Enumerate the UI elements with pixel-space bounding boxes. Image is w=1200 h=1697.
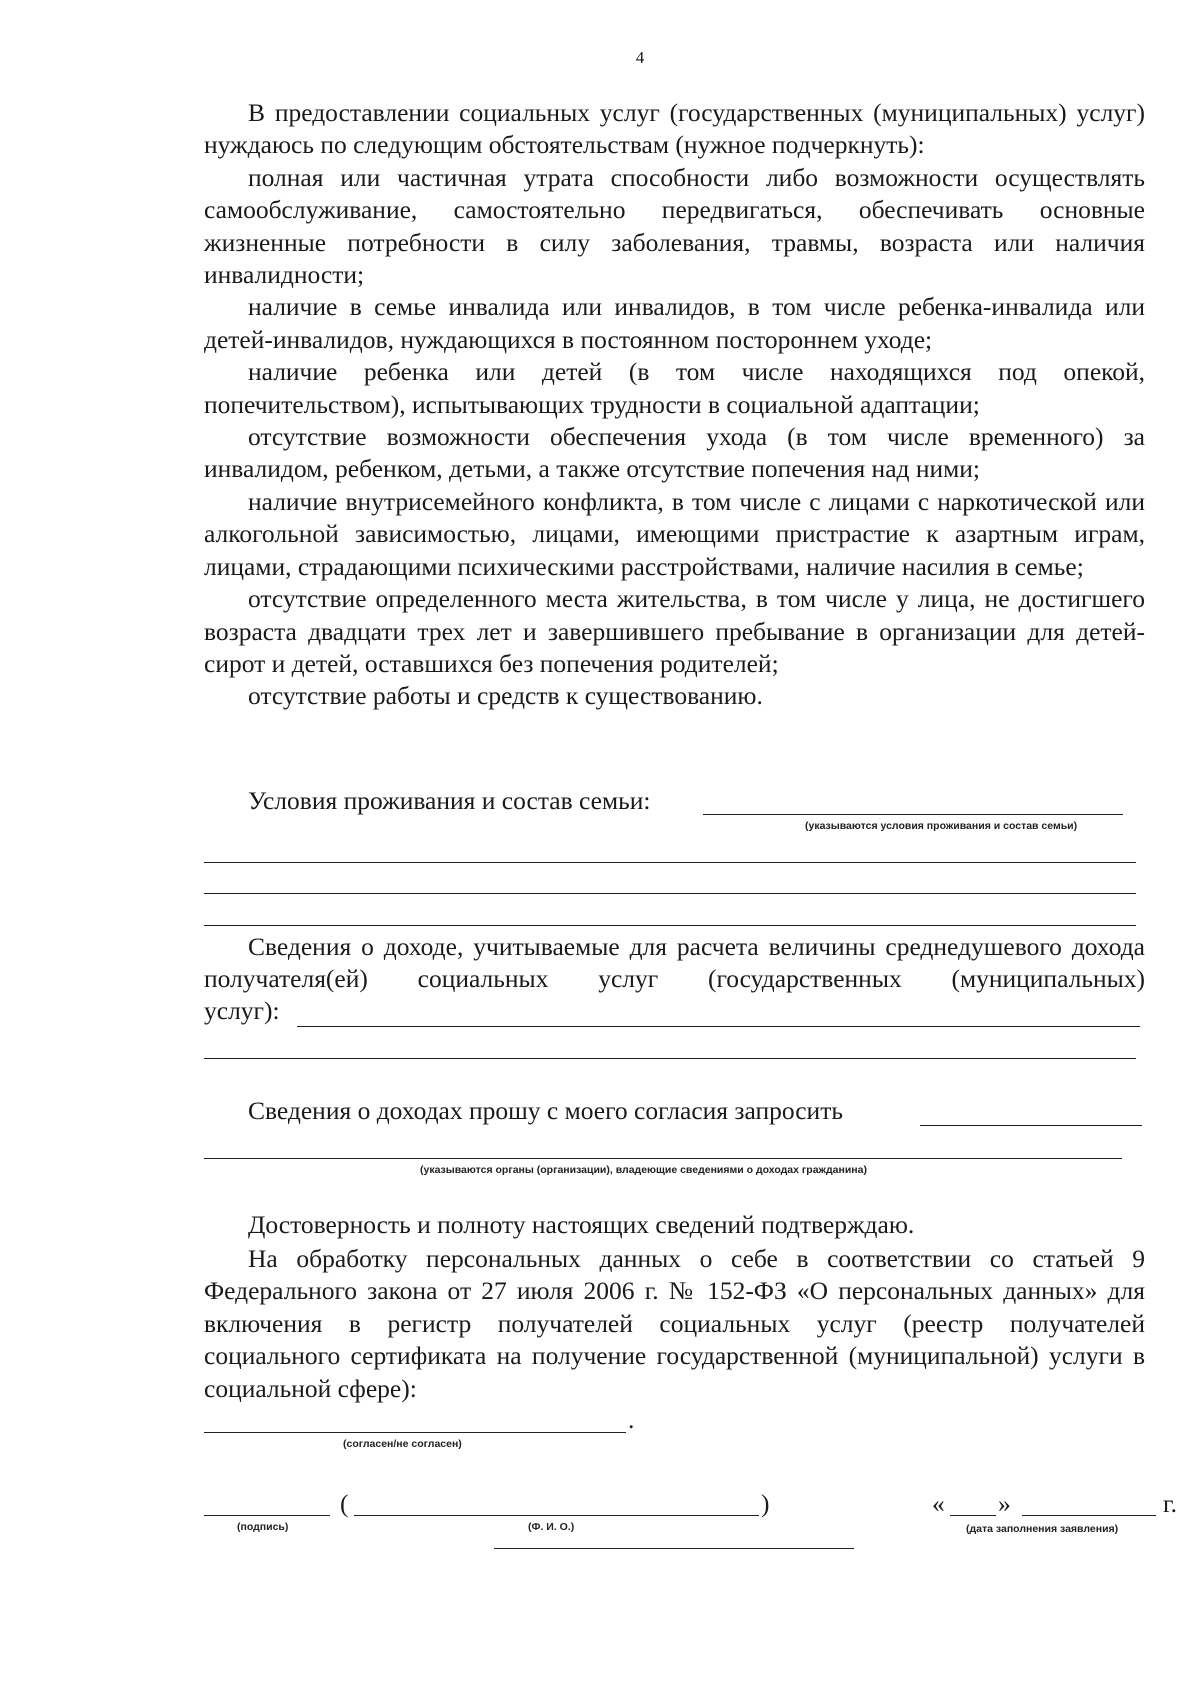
date-caption: (дата заполнения заявления)	[966, 1523, 1119, 1535]
income-section	[204, 931, 1145, 996]
living-conditions-line[interactable]	[204, 893, 1136, 894]
living-conditions-label: Условия проживания и состав семьи:	[248, 786, 651, 815]
separator-line	[494, 1548, 854, 1549]
circumstances-section	[204, 97, 1145, 713]
circumstance-item: отсутствие работы и средств к существованию.	[248, 681, 763, 711]
circumstance-item: полная или частичная утрата способности либо возможности осуществлять самообслуживание, самостоятельно передвигаться, обеспечивать основные жизненные потребности в силу заболевания, травмы, возраста или наличия инвалидности;	[204, 162, 1145, 290]
page-number: 4	[635, 48, 645, 67]
date-month-year-field[interactable]	[1022, 1515, 1156, 1516]
year-suffix: г.	[1163, 1489, 1177, 1518]
request-caption: (указываются органы (организации), владеющие сведениями о доходах гражданина)	[420, 1164, 867, 1176]
signature-field[interactable]	[204, 1515, 330, 1516]
request-field[interactable]	[920, 1125, 1142, 1126]
signature-caption: (подпись)	[237, 1521, 289, 1533]
circumstance-item: наличие ребенка или детей (в том числе находящихся под опекой, попечительством), испытывающих трудности в социальной адаптации;	[204, 357, 1145, 419]
confirm-statement: Достоверность и полноту настоящих сведений подтверждаю.	[248, 1210, 915, 1239]
consent-field[interactable]	[204, 1432, 626, 1433]
date-quote-open: «	[932, 1489, 945, 1518]
request-label: Сведения о доходах прошу с моего согласия запросить	[248, 1096, 843, 1125]
circumstance-item: отсутствие возможности обеспечения ухода (в том числе временного) за инвалидом, ребенком, детьми, а также отсутствие попечения над ними;	[204, 422, 1145, 484]
living-conditions-line[interactable]	[204, 925, 1136, 926]
circumstance-item: наличие внутрисемейного конфликта, в том числе с лицами с наркотической или алкогольной зависимостью, лицами, имеющими пристрастие к азартным играм, лицами, страдающими психическими расстройствами, наличие насилия в семье;	[204, 486, 1145, 581]
income-line[interactable]	[204, 1058, 1136, 1059]
circumstance-item: наличие в семье инвалида или инвалидов, в том числе ребенка-инвалида или детей-инвалидов, нуждающихся в постоянном постороннем уходе;	[204, 292, 1145, 354]
fio-caption: (Ф. И. О.)	[528, 1521, 575, 1533]
income-text: Сведения о доходе, учитываемые для расчета величины среднедушевого дохода получателя(ей) социальных услуг (государственных (муниципальных)	[204, 932, 1145, 994]
fio-open-paren: (	[340, 1489, 349, 1518]
fio-close-paren: )	[761, 1489, 770, 1518]
date-quote-close: »	[998, 1489, 1011, 1518]
circumstances-intro: В предоставлении социальных услуг (государственных (муниципальных) услуг) нуждаюсь по следующим обстоятельствам (нужное подчеркнуть):	[204, 98, 1145, 160]
living-conditions-caption: (указываются условия проживания и состав семьи)	[805, 820, 1078, 832]
circumstance-item: отсутствие определенного места жительства, в том числе у лица, не достигшего возраста двадцати трех лет и завершившего пребывание в организации для детей-сирот и детей, оставшихся без попечения родителей;	[204, 584, 1145, 678]
consent-dot: .	[628, 1405, 635, 1434]
income-field[interactable]	[297, 1026, 1140, 1027]
consent-text: На обработку персональных данных о себе в соответствии со статьей 9 Федерального закона от 27 июля 2006 г. № 152-ФЗ «О персональных данных» для включения в регистр получателей социальных услуг (реестр получателей социального сертификата на получение государственной (муниципальной) услуги в социальной сфере):	[204, 1244, 1145, 1403]
request-line[interactable]	[204, 1158, 1122, 1159]
living-conditions-field[interactable]	[703, 814, 1123, 815]
living-conditions-line[interactable]	[204, 862, 1136, 863]
fio-field[interactable]	[354, 1515, 759, 1516]
income-tail: услуг):	[204, 996, 280, 1025]
date-day-field[interactable]	[950, 1515, 996, 1516]
consent-section	[204, 1243, 1145, 1405]
consent-caption: (согласен/не согласен)	[343, 1438, 462, 1450]
